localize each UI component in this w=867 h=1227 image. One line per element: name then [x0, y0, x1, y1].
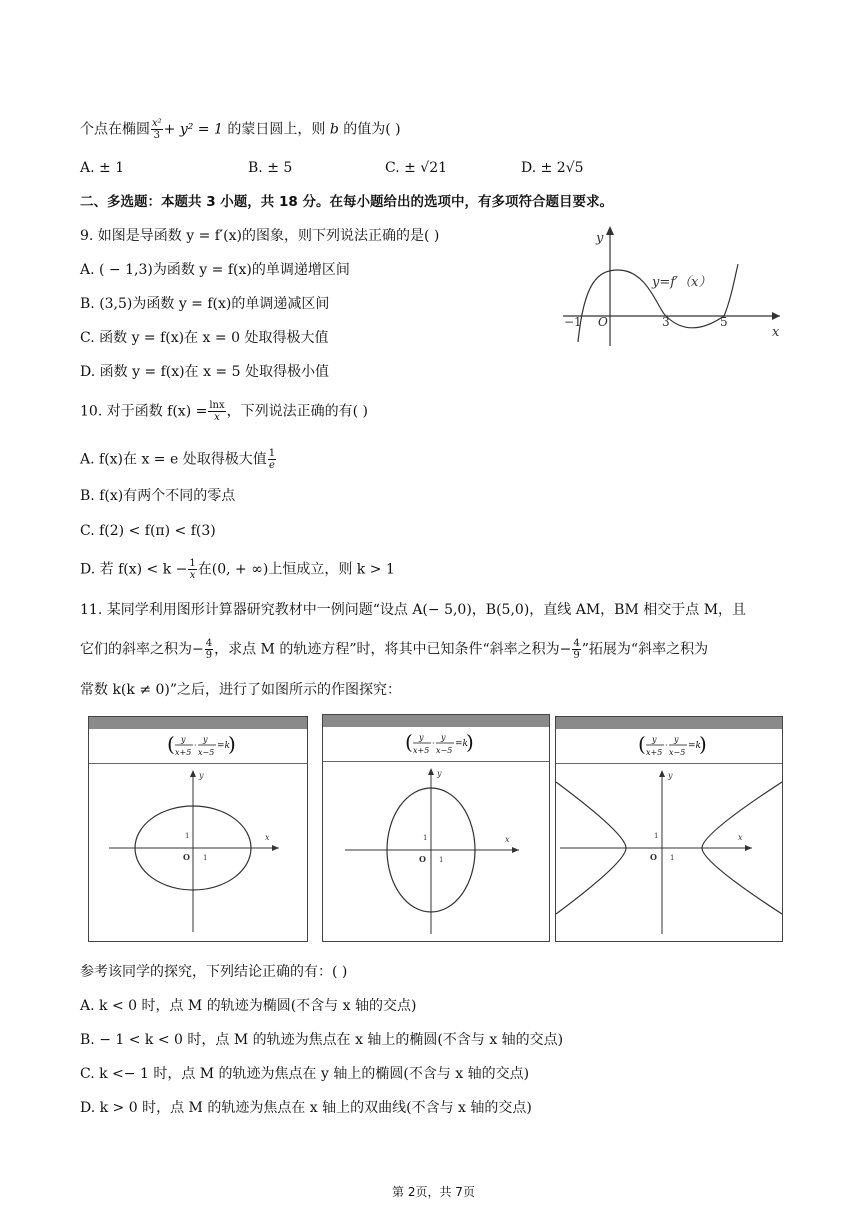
panel-tick-y1: 1 [423, 834, 428, 842]
graph-curve-label: y=f′（x） [652, 275, 712, 290]
q11-frac1-num: 4 [205, 638, 213, 649]
graph-y-label: y [596, 231, 604, 246]
formula-den-1: x+5 [175, 748, 192, 757]
q11-frac1-den: 9 [205, 650, 213, 661]
q11-line3: 常数 k(k ≠ 0)”之后，进行了如图所示的作图探究： [80, 682, 402, 698]
q9-stem: 9. 如图是导函数 y = f′(x)的图象，则下列说法正确的是( ) [80, 228, 440, 244]
q10-option-a [80, 448, 277, 471]
q8-stem-part1: 个点在椭圆 [80, 121, 150, 138]
q10-stem-part2: ，下列说法正确的有( ) [226, 403, 369, 420]
formula-rhs: =k [455, 739, 468, 749]
panel-y-label: y [668, 771, 673, 780]
q11-option-d: D. k > 0 时，点 M 的轨迹为焦点在 x 轴上的双曲线(不含与 x 轴的交点) [80, 1100, 532, 1116]
q9-option-c: C. 函数 y = f(x)在 x = 0 处取得极大值 [80, 330, 329, 346]
q11-line2-part2: ，求点 M 的轨迹方程”时，将其中已知条件“斜率之积为− [214, 641, 572, 658]
q9-derivative-graph [558, 222, 788, 352]
q10-option-d-part2: 在(0, + ∞)上恒成立，则 k > 1 [197, 561, 395, 578]
q10-frac-den: x [214, 412, 220, 423]
q9-option-d: D. 函数 y = f(x)在 x = 5 处取得极小值 [80, 364, 329, 380]
panel-origin: O [650, 852, 657, 862]
panel-x-label: x [505, 835, 510, 844]
q9-option-a: A. ( − 1,3)为函数 y = f(x)的单调递增区间 [80, 262, 350, 278]
panel-title-bar [556, 717, 782, 729]
q11-line2 [80, 638, 708, 661]
panel-title-bar [323, 715, 549, 727]
x-axis-arrow-icon [272, 845, 279, 851]
q10-fraction [208, 400, 225, 423]
svg-text:(: ( [167, 732, 175, 756]
svg-text:): ) [228, 732, 236, 756]
formula-den-2: x−5 [198, 748, 215, 757]
q10-stem-part1: 10. 对于函数 f(x) = [80, 403, 208, 420]
formula-den-1: x+5 [646, 748, 663, 757]
q10-stem [80, 400, 368, 423]
x-axis-arrow-icon [772, 312, 780, 320]
panel-formula [323, 727, 549, 761]
graph-x-label: x [772, 325, 780, 340]
q11-option-c: C. k <− 1 时，点 M 的轨迹为焦点在 y 轴上的椭圆(不含与 x 轴的交点) [80, 1066, 530, 1082]
q11-line1: 11. 某同学利用图形计算器研究教材中一例问题“设点 A(− 5,0)，B(5,0)，直线 AM，BM 相交于点 M，且 [80, 602, 747, 618]
q10-a-den: e [268, 460, 275, 471]
y-axis-arrow-icon [659, 770, 665, 777]
panel-tick-y1: 1 [654, 832, 659, 840]
q11-after-figure: 参考该同学的探究，下列结论正确的有：( ) [80, 964, 348, 980]
calc-panel-1 [88, 716, 308, 942]
panel-1-plot [89, 764, 307, 940]
svg-text:·: · [432, 739, 435, 748]
tick-three: 3 [662, 315, 670, 329]
panel-origin: O [419, 854, 426, 864]
panel-formula [556, 729, 782, 763]
q8-option-d: D. ± 2√5 [521, 160, 584, 176]
svg-text:(: ( [638, 732, 646, 756]
panel-formula-bar [556, 729, 782, 764]
y-axis-arrow-icon [606, 226, 614, 235]
y-axis-arrow-icon [428, 768, 434, 775]
formula-rhs: =k [688, 741, 701, 751]
q11-fraction-1 [205, 638, 213, 661]
formula-den-1: x+5 [413, 746, 430, 755]
q11-frac2-den: 9 [573, 650, 580, 661]
q8-stem: 个点在椭圆 $\frac{\text{x²}}{3}$ + y² = 1 的蒙日圆上，则 b 的值为( ) [80, 118, 401, 141]
svg-text:·: · [194, 741, 197, 750]
panel-2-plot [323, 762, 549, 940]
q10-option-c: C. f(2) < f(π) < f(3) [80, 523, 216, 539]
panel-x-label: x [738, 833, 743, 842]
q10-d-den: x [189, 570, 196, 581]
q11-frac2-num: 4 [573, 638, 580, 649]
page-footer: 第 2页，共 7页 [392, 1185, 475, 1199]
panel-title-bar [89, 717, 307, 729]
panel-tick-y1: 1 [185, 832, 190, 840]
q10-option-d-part1: D. 若 f(x) < k − [80, 561, 188, 578]
panel-formula-bar [323, 727, 549, 762]
q10-option-a-text: A. f(x)在 x = e 处取得极大值 [80, 451, 267, 468]
panel-tick-x1: 1 [439, 856, 444, 864]
panel-3-plot [556, 764, 782, 940]
q8-stem-part2: 的蒙日圆上，则 [227, 121, 326, 138]
formula-num-1: y [181, 735, 186, 744]
q10-option-d-fraction [188, 558, 196, 581]
y-axis-arrow-icon [190, 770, 196, 777]
formula-den-2: x−5 [436, 746, 453, 755]
panel-origin: O [183, 852, 190, 862]
q10-option-a-fraction [268, 448, 276, 471]
formula-num-2: y [203, 735, 208, 744]
calc-panel-3 [555, 716, 783, 942]
tick-minus-one: −1 [564, 315, 582, 329]
q8-stem-part3: 的值为( ) [343, 121, 401, 138]
panel-x-label: x [265, 833, 270, 842]
panel-y-label: y [199, 771, 204, 780]
section-heading: 二、多选题：本题共 3 小题，共 18 分。在每小题给出的选项中，有多项符合题目要求。 [80, 194, 613, 210]
q8-ellipse-fraction: $\frac{\text{x²}}{3}$ [152, 118, 162, 141]
q11-fraction-2 [572, 638, 580, 661]
panel-formula-bar [89, 729, 307, 764]
q8-option-b: B. ± 5 [248, 160, 293, 176]
q10-a-num: 1 [268, 448, 276, 459]
tick-five: 5 [720, 315, 728, 329]
q11-option-a: A. k < 0 时，点 M 的轨迹为椭圆(不含与 x 轴的交点) [80, 998, 417, 1014]
formula-num-1: y [419, 733, 424, 742]
svg-text:·: · [665, 741, 668, 750]
formula-den-2: x−5 [669, 748, 686, 757]
q11-line2-part1: 它们的斜率之积为− [80, 641, 204, 658]
formula-num-1: y [652, 735, 657, 744]
calc-panel-2 [322, 714, 550, 942]
q10-d-num: 1 [189, 558, 196, 569]
q8-option-c: C. ± √21 [385, 160, 448, 176]
svg-text:): ) [466, 730, 474, 754]
panel-formula [89, 729, 307, 763]
q9-option-b: B. (3,5)为函数 y = f(x)的单调递减区间 [80, 296, 330, 312]
q11-option-b: B. − 1 < k < 0 时，点 M 的轨迹为焦点在 x 轴上的椭圆(不含与 x 轴的交点) [80, 1032, 564, 1048]
formula-num-2: y [441, 733, 446, 742]
formula-rhs: =k [217, 741, 230, 751]
x-axis-arrow-icon [512, 847, 519, 853]
svg-text:(: ( [405, 730, 413, 754]
panel-tick-x1: 1 [670, 854, 675, 862]
q8-option-a: A. ± 1 [80, 160, 125, 176]
q10-frac-num: lnx [209, 400, 225, 411]
panel-y-label: y [437, 769, 442, 778]
q10-option-b: B. f(x)有两个不同的零点 [80, 488, 236, 504]
q10-option-d [80, 558, 395, 581]
panel-tick-x1: 1 [203, 854, 208, 862]
x-axis-arrow-icon [745, 845, 752, 851]
origin-label: O [598, 315, 608, 329]
formula-num-2: y [674, 735, 679, 744]
q11-line2-part3: ”拓展为“斜率之积为 [581, 641, 709, 658]
svg-text:): ) [699, 732, 707, 756]
